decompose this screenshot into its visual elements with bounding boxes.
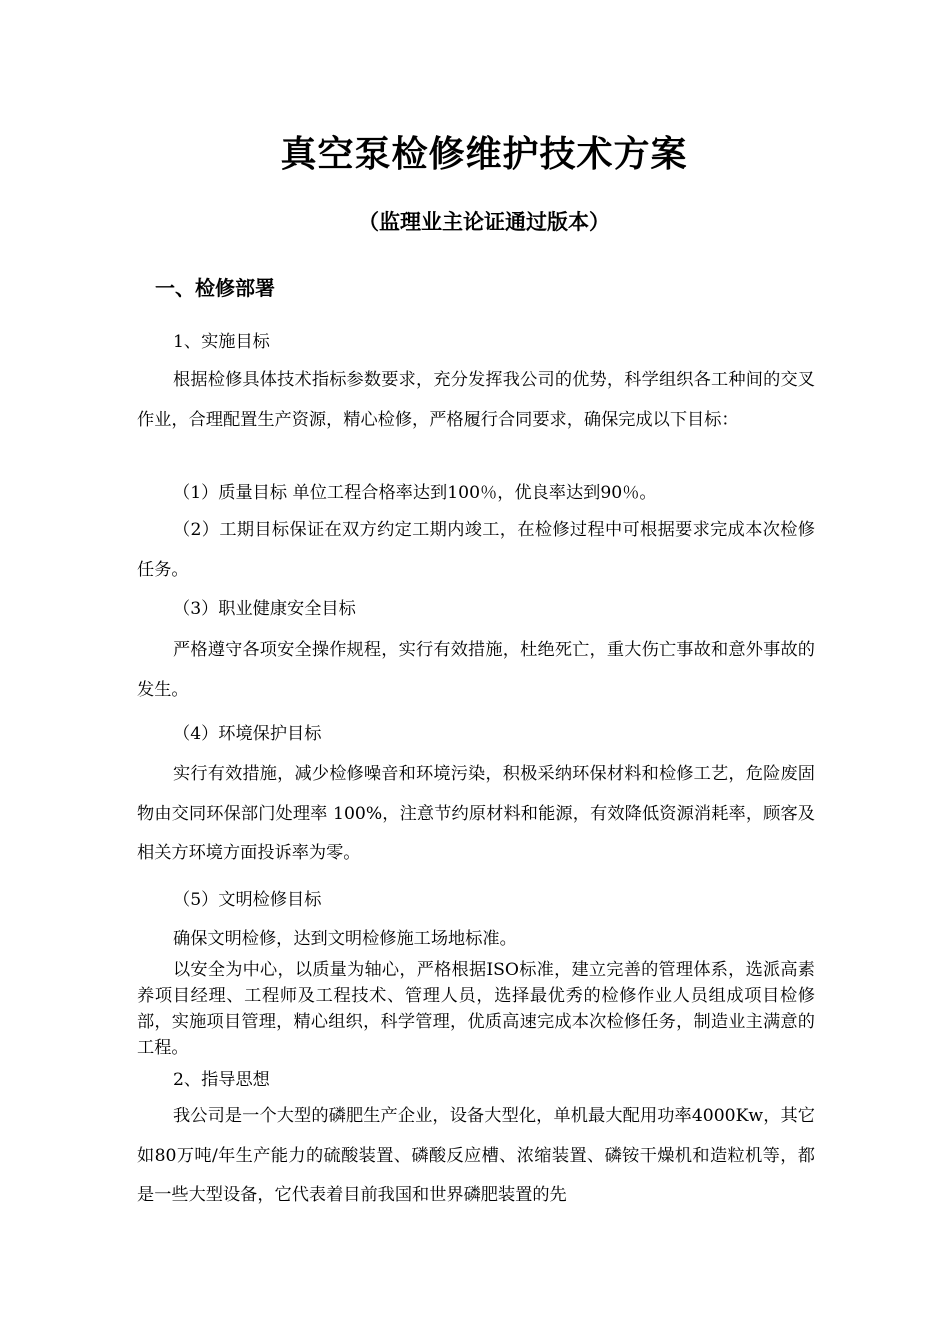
goal-environment-heading: （4）环境保护目标 (173, 724, 322, 744)
paragraph-summary: 以安全为中心，以质量为轴心，严格根据ISO标准，建立完善的管理体系，选派高素养项目经理、工程师及工程技术、管理人员，选择最优秀的检修作业人员组成项目检修部，实施项目管理，精心组织，科学管理，优质高速完成本次检修任务，制造业主满意的工程。 (137, 960, 815, 1058)
document-title: 真空泵检修维护技术方案 (280, 133, 688, 175)
goal-civilized-text: 确保文明检修，达到文明检修施工场地标准。 (173, 929, 517, 949)
goal-environment-text: 实行有效措施，减少检修噪音和环境污染，积极采纳环保材料和检修工艺，危险废固物由交同环保部门处理率 100%，注意节约原材料和能源，有效降低资源消耗率，顾客及相关方环境方面投诉率为零。 (137, 764, 815, 863)
goal-schedule: （2）工期目标保证在双方约定工期内竣工，在检修过程中可根据要求完成本次检修任务。 (137, 520, 815, 580)
goal-safety-heading: （3）职业健康安全目标 (173, 599, 356, 619)
goal-quality: （1）质量目标 单位工程合格率达到100％，优良率达到90％。 (173, 483, 657, 503)
paragraph-goals-intro: 根据检修具体技术指标参数要求，充分发挥我公司的优势，科学组织各工种间的交叉作业，合理配置生产资源，精心检修，严格履行合同要求，确保完成以下目标： (137, 370, 815, 430)
subsection-heading-goals: 1、实施目标 (173, 332, 270, 352)
subsection-heading-guiding-principles: 2、指导思想 (173, 1070, 270, 1090)
document-subtitle: （监理业主论证通过版本） (358, 209, 610, 234)
goal-safety-text: 严格遵守各项安全操作规程，实行有效措施，杜绝死亡，重大伤亡事故和意外事故的发生。 (137, 640, 815, 700)
goal-civilized-heading: （5）文明检修目标 (173, 890, 322, 910)
section-heading-maintenance-deployment: 一、检修部署 (155, 276, 275, 300)
paragraph-guiding-principles: 我公司是一个大型的磷肥生产企业，设备大型化，单机最大配用功率4000Kw，其它如80万吨/年生产能力的硫酸装置、磷酸反应槽、浓缩装置、磷铵干燥机和造粒机等，都是一些大型设备，它代表着目前我国和世界磷肥装置的先 (137, 1106, 815, 1205)
